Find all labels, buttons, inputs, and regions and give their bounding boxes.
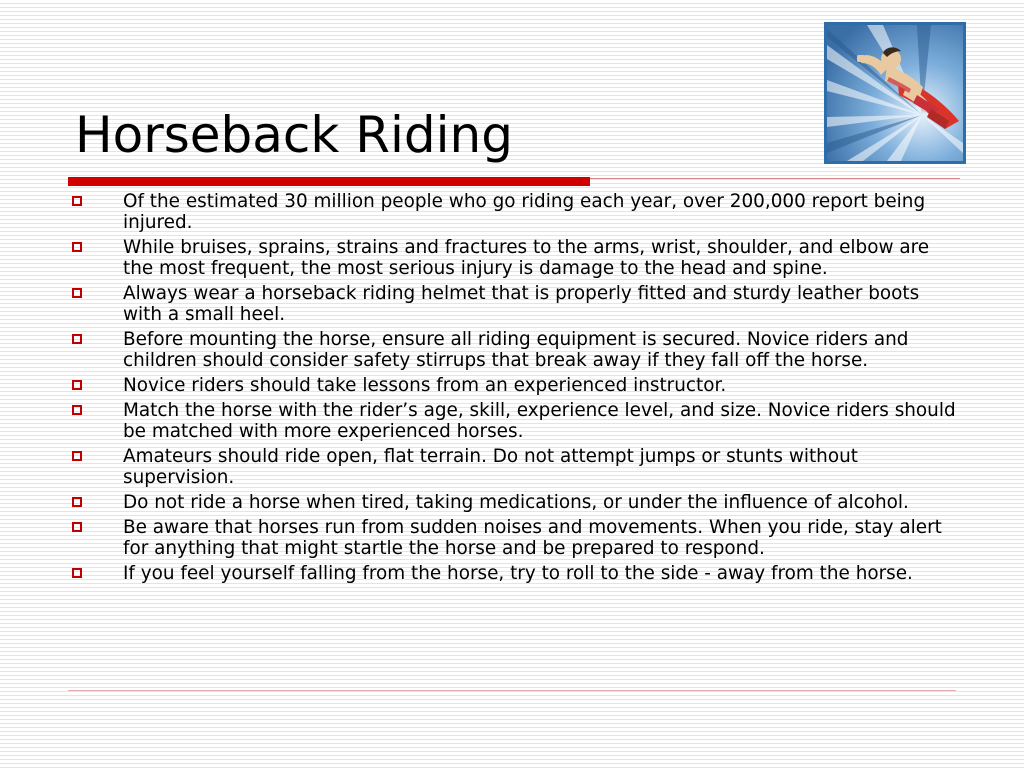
bullet-text: Amateurs should ride open, flat terrain. Do not attempt jumps or stunts without supervision. <box>123 446 858 488</box>
bullet-text: Do not ride a horse when tired, taking medications, or under the influence of alcohol. <box>123 492 909 513</box>
bullet-list <box>70 191 960 588</box>
slide-title: Horseback Riding <box>75 106 513 164</box>
title-divider <box>68 177 960 189</box>
bullet-text: Always wear a horseback riding helmet that is properly fitted and sturdy leather boots with a small heel. <box>123 283 920 325</box>
bullet-item <box>70 375 960 396</box>
hollow-square-bullet-icon <box>72 334 82 344</box>
bullet-text: Match the horse with the rider’s age, skill, experience level, and size. Novice riders should be matched with more experienced horses. <box>123 400 956 442</box>
hollow-square-bullet-icon <box>72 522 82 532</box>
hollow-square-bullet-icon <box>72 568 82 578</box>
flying-superhero-icon <box>827 25 963 161</box>
superhero-clipart <box>824 22 966 164</box>
hollow-square-bullet-icon <box>72 196 82 206</box>
hollow-square-bullet-icon <box>72 380 82 390</box>
bullet-item <box>70 563 960 584</box>
bullet-item <box>70 191 960 233</box>
bullet-text: If you feel yourself falling from the horse, try to roll to the side - away from the horse. <box>123 563 913 584</box>
hollow-square-bullet-icon <box>72 451 82 461</box>
bullet-text: Be aware that horses run from sudden noises and movements. When you ride, stay alert for anything that might startle the horse and be prepared to respond. <box>123 517 942 559</box>
bullet-text: Before mounting the horse, ensure all riding equipment is secured. Novice riders and children should consider safety stirrups that break away if they fall off the horse. <box>123 329 909 371</box>
bullet-item <box>70 446 960 488</box>
hollow-square-bullet-icon <box>72 288 82 298</box>
bullet-text: Of the estimated 30 million people who go riding each year, over 200,000 report being injured. <box>123 191 926 233</box>
bullet-item <box>70 237 960 279</box>
hollow-square-bullet-icon <box>72 405 82 415</box>
bullet-item <box>70 492 960 513</box>
title-divider-thin-line <box>590 178 960 179</box>
bullet-text: While bruises, sprains, strains and fractures to the arms, wrist, shoulder, and elbow are the most frequent, the most serious injury is damage to the head and spine. <box>123 237 930 279</box>
bullet-item <box>70 329 960 371</box>
hollow-square-bullet-icon <box>72 242 82 252</box>
title-divider-red-bar <box>68 177 590 186</box>
bottom-divider <box>68 690 956 691</box>
bullet-item <box>70 283 960 325</box>
bullet-item <box>70 400 960 442</box>
hollow-square-bullet-icon <box>72 497 82 507</box>
bullet-text: Novice riders should take lessons from an experienced instructor. <box>123 375 727 396</box>
bullet-item <box>70 517 960 559</box>
